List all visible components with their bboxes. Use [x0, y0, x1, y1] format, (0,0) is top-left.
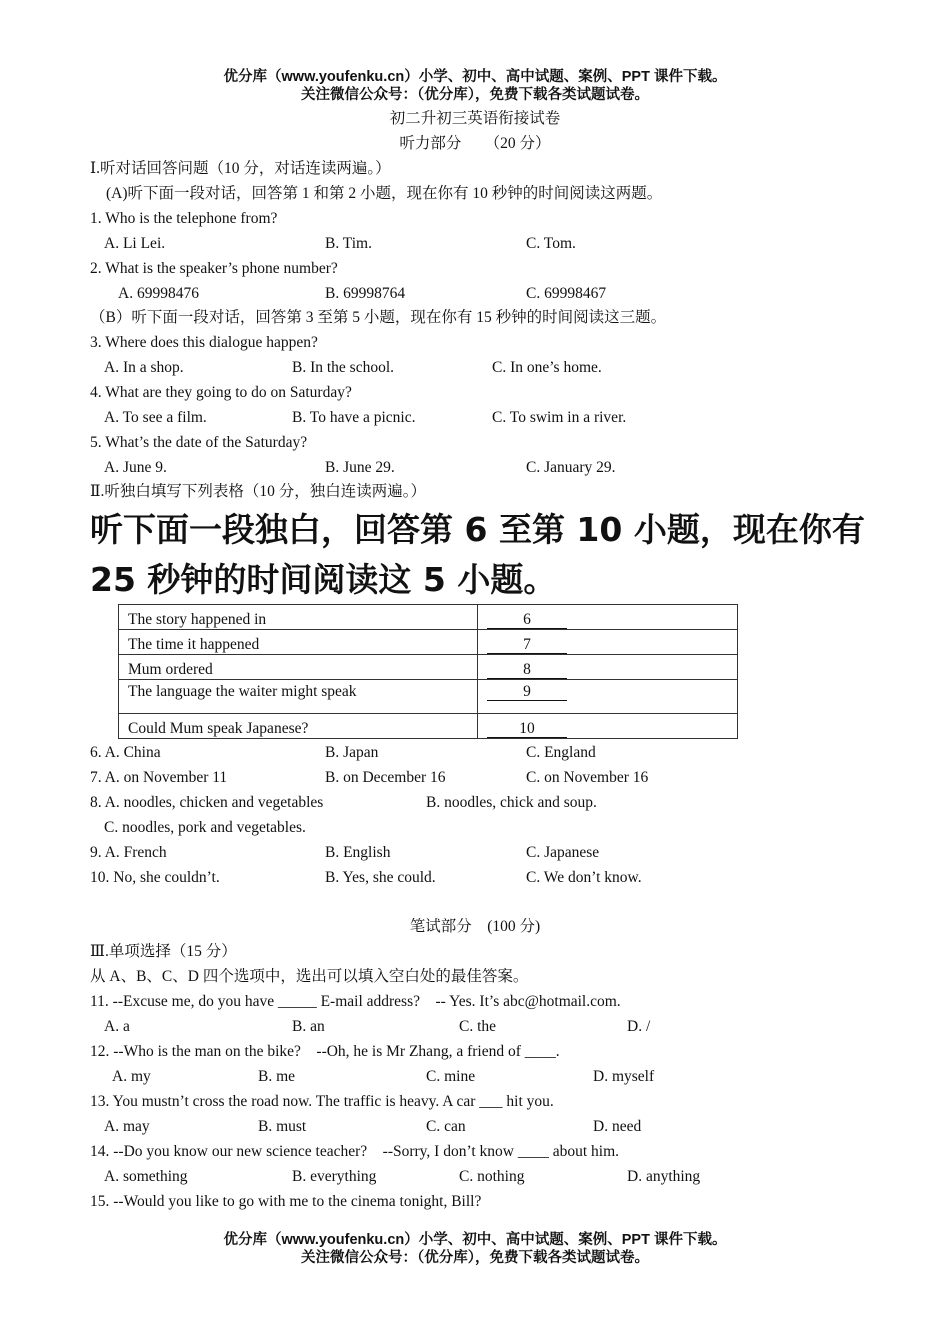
q9-option-a: 9. A. French — [90, 844, 167, 861]
answer-blank: 8 — [487, 661, 567, 679]
table-row — [119, 655, 738, 680]
question-4: 4. What are they going to do on Saturday? — [90, 384, 352, 401]
q12-option-a: A. my — [112, 1068, 151, 1085]
q5-option-b: B. June 29. — [325, 459, 395, 476]
q4-option-b: B. To have a picnic. — [292, 409, 416, 426]
q7-option-a: 7. A. on November 11 — [90, 769, 228, 786]
q8-option-b: B. noodles, chick and soup. — [426, 794, 597, 811]
q11-option-d: D. / — [627, 1018, 651, 1035]
q9-option-c: C. Japanese — [526, 844, 600, 861]
q7-option-c: C. on November 16 — [526, 769, 649, 786]
part3-heading: Ⅲ.单项选择（15 分） — [90, 943, 237, 960]
question-1: 1. Who is the telephone from? — [90, 210, 278, 227]
question-14: 14. --Do you know our new science teacher? --Sorry, I don’t know ____ about him. — [90, 1143, 620, 1160]
table-row — [119, 714, 738, 739]
q8-option-a: 8. A. noodles, chicken and vegetables — [90, 794, 324, 811]
q13-option-c: C. can — [426, 1118, 466, 1135]
q6-option-b: B. Japan — [325, 744, 379, 761]
question-15: 15. --Would you like to go with me to the cinema tonight, Bill? — [90, 1193, 482, 1210]
site-footer-line1: 优分库（www.youfenku.cn）小学、初中、高中试题、案例、PPT 课件下载。 — [223, 1232, 727, 1248]
q3-option-a: A. In a shop. — [104, 359, 184, 376]
q13-option-b: B. must — [258, 1118, 307, 1135]
q5-option-c: C. January 29. — [526, 459, 616, 476]
part1-heading: Ⅰ.听对话回答问题（10 分，对话连读两遍。） — [90, 160, 391, 177]
q14-option-c: C. nothing — [459, 1168, 525, 1185]
q1-option-b: B. Tim. — [325, 235, 372, 252]
q4-option-c: C. To swim in a river. — [492, 409, 627, 426]
q12-option-b: B. me — [258, 1068, 296, 1085]
part2-heading: Ⅱ.听独白填写下列表格（10 分，独白连读两遍。） — [90, 483, 427, 500]
written-heading: 笔试部分 (100 分) — [409, 918, 541, 935]
listening-heading: 听力部分 （20 分） — [399, 135, 551, 152]
part1-a-instruction: (A)听下面一段对话，回答第 1 和第 2 小题，现在你有 10 秒钟的时间阅读这两题。 — [106, 185, 663, 202]
q6-option-a: 6. A. China — [90, 744, 161, 761]
answer-blank: 10 — [487, 720, 567, 738]
site-header-line2: 关注微信公众号：（优分库），免费下载各类试题试卷。 — [301, 87, 649, 103]
q2-option-b: B. 69998764 — [325, 285, 406, 302]
table-row — [119, 630, 738, 655]
table-label: The story happened in — [119, 605, 478, 630]
answer-blank: 6 — [487, 611, 567, 629]
table-label: Mum ordered — [119, 655, 478, 680]
q2-option-c: C. 69998467 — [526, 285, 607, 302]
q14-option-b: B. everything — [292, 1168, 377, 1185]
q3-option-c: C. In one’s home. — [492, 359, 602, 376]
answer-blank: 7 — [487, 636, 567, 654]
exam-title: 初二升初三英语衔接试卷 — [389, 110, 561, 127]
q6-option-c: C. England — [526, 744, 596, 761]
question-2: 2. What is the speaker’s phone number? — [90, 260, 338, 277]
q14-option-a: A. something — [104, 1168, 188, 1185]
part1-b-instruction: （B）听下面一段对话，回答第 3 至第 5 小题，现在你有 15 秒钟的时间阅读这三题。 — [90, 309, 667, 326]
part2-large-instruction: 听下面一段独白，回答第 6 至第 10 小题，现在你有 25 秒钟的时间阅读这 5 小题。 — [90, 510, 865, 599]
table-label: Could Mum speak Japanese? — [119, 714, 478, 739]
site-footer-line2: 关注微信公众号：（优分库），免费下载各类试题试卷。 — [301, 1250, 649, 1266]
q1-option-c: C. Tom. — [526, 235, 576, 252]
table-label: The time it happened — [119, 630, 478, 655]
q14-option-d: D. anything — [627, 1168, 701, 1185]
q9-option-b: B. English — [325, 844, 391, 861]
q12-option-c: C. mine — [426, 1068, 476, 1085]
q8-option-c: C. noodles, pork and vegetables. — [104, 819, 306, 836]
question-12: 12. --Who is the man on the bike? --Oh, he is Mr Zhang, a friend of ____. — [90, 1043, 560, 1060]
answer-blank: 9 — [487, 683, 567, 701]
question-13: 13. You mustn’t cross the road now. The traffic is heavy. A car ___ hit you. — [90, 1093, 554, 1110]
q11-option-c: C. the — [459, 1018, 497, 1035]
table-label: The language the waiter might speak — [119, 680, 478, 714]
question-3: 3. Where does this dialogue happen? — [90, 334, 318, 351]
q4-option-a: A. To see a film. — [104, 409, 207, 426]
q11-option-a: A. a — [104, 1018, 130, 1035]
q2-option-a: A. 69998476 — [118, 285, 199, 302]
listening-table — [118, 604, 738, 739]
table-row — [119, 680, 738, 714]
question-5: 5. What’s the date of the Saturday? — [90, 434, 308, 451]
q10-option-a: 10. No, she couldn’t. — [90, 869, 220, 886]
q5-option-a: A. June 9. — [104, 459, 167, 476]
q12-option-d: D. myself — [593, 1068, 655, 1085]
q3-option-b: B. In the school. — [292, 359, 395, 376]
q10-option-c: C. We don’t know. — [526, 869, 642, 886]
q13-option-a: A. may — [104, 1118, 150, 1135]
table-row — [119, 605, 738, 630]
q11-option-b: B. an — [292, 1018, 325, 1035]
part3-instruction: 从 A、B、C、D 四个选项中，选出可以填入空白处的最佳答案。 — [90, 968, 529, 985]
q1-option-a: A. Li Lei. — [104, 235, 166, 252]
q7-option-b: B. on December 16 — [325, 769, 446, 786]
question-11: 11. --Excuse me, do you have _____ E-mail address? -- Yes. It’s abc@hotmail.com. — [90, 993, 621, 1010]
site-header-line1: 优分库（www.youfenku.cn）小学、初中、高中试题、案例、PPT 课件下载。 — [223, 69, 727, 85]
q13-option-d: D. need — [593, 1118, 642, 1135]
q10-option-b: B. Yes, she could. — [325, 869, 436, 886]
